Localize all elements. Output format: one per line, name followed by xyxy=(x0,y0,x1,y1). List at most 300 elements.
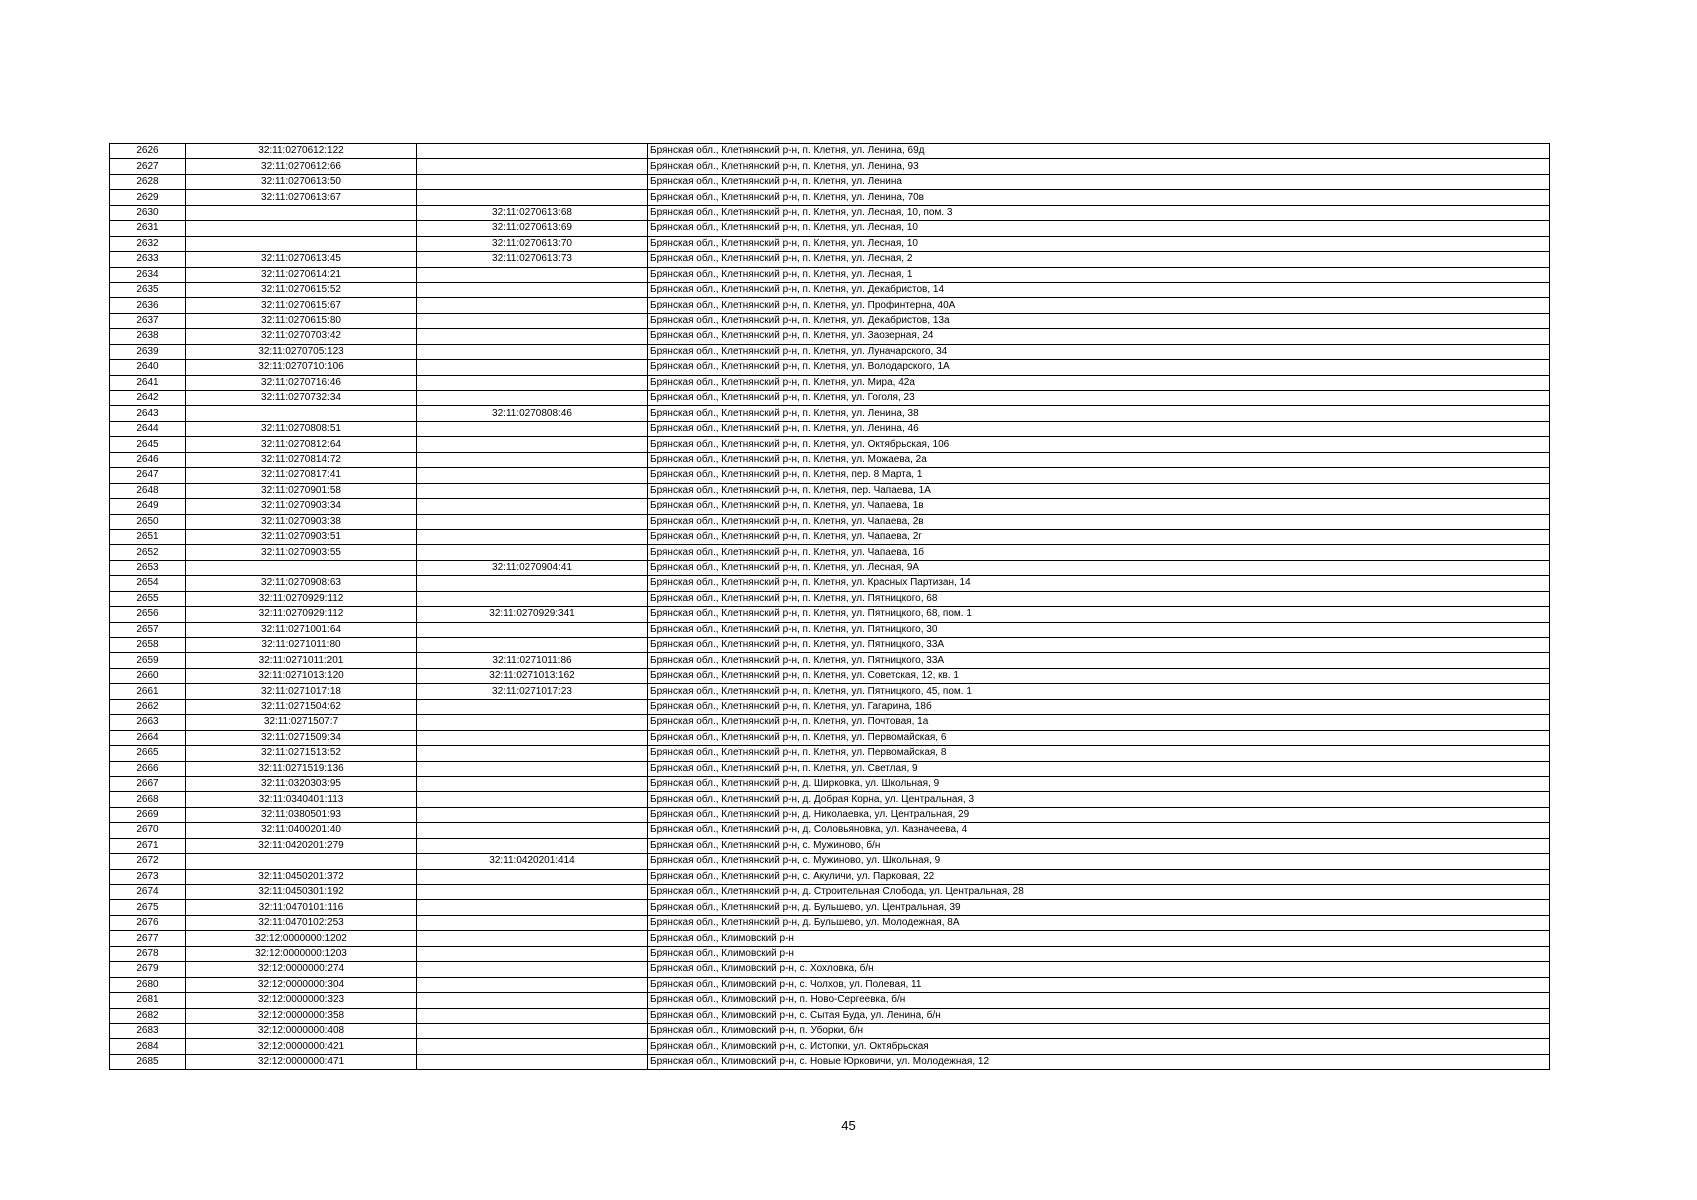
building-number-cell xyxy=(417,313,648,328)
address-cell: Брянская обл., Клетнянский р-н, п. Клетня, ул. Гоголя, 23 xyxy=(648,391,1550,406)
address-cell: Брянская обл., Клетнянский р-н, п. Клетня, ул. Пятницкого, 68, пом. 1 xyxy=(648,607,1550,622)
address-cell: Брянская обл., Клетнянский р-н, п. Клетня, ул. Ленина xyxy=(648,174,1550,189)
row-number-cell: 2673 xyxy=(110,869,186,884)
building-number-cell xyxy=(417,267,648,282)
building-number-cell xyxy=(417,823,648,838)
cadastral-number-cell: 32:11:0271507:7 xyxy=(186,715,417,730)
row-number-cell: 2651 xyxy=(110,529,186,544)
cadastral-number-cell: 32:11:0270612:66 xyxy=(186,159,417,174)
cadastral-number-cell: 32:11:0320303:95 xyxy=(186,776,417,791)
address-cell: Брянская обл., Клетнянский р-н, п. Клетня, ул. Советская, 12, кв. 1 xyxy=(648,668,1550,683)
address-cell: Брянская обл., Клетнянский р-н, п. Клетня, ул. Луначарского, 34 xyxy=(648,344,1550,359)
table-row xyxy=(110,252,1550,267)
cadastral-number-cell: 32:11:0271509:34 xyxy=(186,730,417,745)
address-cell: Брянская обл., Клетнянский р-н, п. Клетня, ул. Пятницкого, 45, пом. 1 xyxy=(648,684,1550,699)
cadastral-number-cell: 32:11:0270929:112 xyxy=(186,607,417,622)
property-table xyxy=(109,143,1550,1070)
building-number-cell xyxy=(417,1054,648,1069)
cadastral-number-cell: 32:11:0271513:52 xyxy=(186,746,417,761)
address-cell: Брянская обл., Клетнянский р-н, п. Клетня, ул. Пятницкого, 68 xyxy=(648,591,1550,606)
building-number-cell xyxy=(417,190,648,205)
building-number-cell xyxy=(417,375,648,390)
building-number-cell xyxy=(417,622,648,637)
cadastral-number-cell: 32:11:0270716:46 xyxy=(186,375,417,390)
row-number-cell: 2682 xyxy=(110,1008,186,1023)
row-number-cell: 2650 xyxy=(110,514,186,529)
table-row xyxy=(110,823,1550,838)
table-row xyxy=(110,406,1550,421)
cadastral-number-cell: 32:11:0270908:63 xyxy=(186,576,417,591)
address-cell: Брянская обл., Клетнянский р-н, п. Клетня, ул. Чапаева, 2в xyxy=(648,514,1550,529)
address-cell: Брянская обл., Клетнянский р-н, д. Соловьяновка, ул. Казначеева, 4 xyxy=(648,823,1550,838)
cadastral-number-cell: 32:11:0271011:201 xyxy=(186,653,417,668)
row-number-cell: 2656 xyxy=(110,607,186,622)
building-number-cell xyxy=(417,344,648,359)
address-cell: Брянская обл., Клетнянский р-н, п. Клетня, ул. Профинтерна, 40А xyxy=(648,298,1550,313)
cadastral-number-cell: 32:11:0420201:279 xyxy=(186,838,417,853)
table-row xyxy=(110,977,1550,992)
row-number-cell: 2641 xyxy=(110,375,186,390)
table-row xyxy=(110,483,1550,498)
address-cell: Брянская обл., Клетнянский р-н, п. Клетня, ул. Пятницкого, 33А xyxy=(648,653,1550,668)
address-cell: Брянская обл., Клетнянский р-н, п. Клетня, ул. Ленина, 70в xyxy=(648,190,1550,205)
address-cell: Брянская обл., Клетнянский р-н, п. Клетня, ул. Декабристов, 13а xyxy=(648,313,1550,328)
cadastral-number-cell: 32:11:0270901:58 xyxy=(186,483,417,498)
building-number-cell xyxy=(417,529,648,544)
cadastral-number-cell: 32:11:0400201:40 xyxy=(186,823,417,838)
cadastral-number-cell: 32:11:0450301:192 xyxy=(186,885,417,900)
row-number-cell: 2664 xyxy=(110,730,186,745)
address-cell: Брянская обл., Клетнянский р-н, п. Клетня, ул. Мира, 42а xyxy=(648,375,1550,390)
cadastral-number-cell: 32:12:0000000:304 xyxy=(186,977,417,992)
cadastral-number-cell: 32:11:0270612:122 xyxy=(186,144,417,159)
building-number-cell xyxy=(417,1008,648,1023)
table-row xyxy=(110,622,1550,637)
building-number-cell xyxy=(417,869,648,884)
building-number-cell xyxy=(417,1039,648,1054)
table-row xyxy=(110,668,1550,683)
row-number-cell: 2669 xyxy=(110,807,186,822)
building-number-cell: 32:11:0270613:68 xyxy=(417,205,648,220)
table-row xyxy=(110,653,1550,668)
table-row xyxy=(110,159,1550,174)
building-number-cell xyxy=(417,174,648,189)
cadastral-number-cell: 32:11:0270613:45 xyxy=(186,252,417,267)
table-row xyxy=(110,360,1550,375)
building-number-cell xyxy=(417,900,648,915)
row-number-cell: 2637 xyxy=(110,313,186,328)
row-number-cell: 2663 xyxy=(110,715,186,730)
address-cell: Брянская обл., Климовский р-н, с. Сытая Буда, ул. Ленина, б/н xyxy=(648,1008,1550,1023)
cadastral-number-cell: 32:12:0000000:421 xyxy=(186,1039,417,1054)
building-number-cell xyxy=(417,545,648,560)
cadastral-number-cell: 32:11:0270615:52 xyxy=(186,282,417,297)
table-row xyxy=(110,499,1550,514)
table-row xyxy=(110,885,1550,900)
row-number-cell: 2642 xyxy=(110,391,186,406)
table-row xyxy=(110,560,1550,575)
address-cell: Брянская обл., Клетнянский р-н, п. Клетня, ул. Можаева, 2а xyxy=(648,452,1550,467)
table-row xyxy=(110,205,1550,220)
address-cell: Брянская обл., Клетнянский р-н, д. Бульшево, ул. Центральная, 39 xyxy=(648,900,1550,915)
building-number-cell: 32:11:0271011:86 xyxy=(417,653,648,668)
row-number-cell: 2662 xyxy=(110,699,186,714)
cadastral-number-cell: 32:11:0270613:50 xyxy=(186,174,417,189)
building-number-cell xyxy=(417,730,648,745)
building-number-cell: 32:11:0270808:46 xyxy=(417,406,648,421)
cadastral-number-cell: 32:12:0000000:358 xyxy=(186,1008,417,1023)
row-number-cell: 2679 xyxy=(110,962,186,977)
table-row xyxy=(110,962,1550,977)
row-number-cell: 2683 xyxy=(110,1023,186,1038)
cadastral-number-cell: 32:11:0271017:18 xyxy=(186,684,417,699)
table-row xyxy=(110,344,1550,359)
building-number-cell: 32:11:0270613:73 xyxy=(417,252,648,267)
row-number-cell: 2658 xyxy=(110,638,186,653)
row-number-cell: 2674 xyxy=(110,885,186,900)
row-number-cell: 2655 xyxy=(110,591,186,606)
row-number-cell: 2626 xyxy=(110,144,186,159)
table-row xyxy=(110,329,1550,344)
row-number-cell: 2636 xyxy=(110,298,186,313)
building-number-cell xyxy=(417,452,648,467)
row-number-cell: 2638 xyxy=(110,329,186,344)
table-row xyxy=(110,638,1550,653)
cadastral-number-cell: 32:11:0271519:136 xyxy=(186,761,417,776)
building-number-cell: 32:11:0271013:162 xyxy=(417,668,648,683)
cadastral-number-cell: 32:11:0270903:34 xyxy=(186,499,417,514)
row-number-cell: 2672 xyxy=(110,854,186,869)
row-number-cell: 2635 xyxy=(110,282,186,297)
table-row xyxy=(110,776,1550,791)
building-number-cell xyxy=(417,838,648,853)
building-number-cell xyxy=(417,776,648,791)
cadastral-number-cell: 32:11:0270817:41 xyxy=(186,468,417,483)
row-number-cell: 2685 xyxy=(110,1054,186,1069)
row-number-cell: 2661 xyxy=(110,684,186,699)
address-cell: Брянская обл., Клетнянский р-н, с. Акуличи, ул. Парковая, 22 xyxy=(648,869,1550,884)
address-cell: Брянская обл., Клетнянский р-н, п. Клетня, ул. Ленина, 69д xyxy=(648,144,1550,159)
address-cell: Брянская обл., Клетнянский р-н, п. Клетня, ул. Первомайская, 6 xyxy=(648,730,1550,745)
table-row xyxy=(110,838,1550,853)
table-row xyxy=(110,174,1550,189)
table-row xyxy=(110,854,1550,869)
row-number-cell: 2627 xyxy=(110,159,186,174)
row-number-cell: 2640 xyxy=(110,360,186,375)
table-row xyxy=(110,746,1550,761)
building-number-cell xyxy=(417,962,648,977)
row-number-cell: 2665 xyxy=(110,746,186,761)
cadastral-number-cell: 32:11:0271001:64 xyxy=(186,622,417,637)
table-row xyxy=(110,375,1550,390)
table-row xyxy=(110,1039,1550,1054)
building-number-cell xyxy=(417,977,648,992)
table-row xyxy=(110,792,1550,807)
address-cell: Брянская обл., Клетнянский р-н, с. Мужиново, б/н xyxy=(648,838,1550,853)
address-cell: Брянская обл., Клетнянский р-н, п. Клетня, ул. Лесная, 2 xyxy=(648,252,1550,267)
row-number-cell: 2654 xyxy=(110,576,186,591)
cadastral-number-cell: 32:11:0270903:51 xyxy=(186,529,417,544)
cadastral-number-cell: 32:12:0000000:323 xyxy=(186,993,417,1008)
address-cell: Брянская обл., Клетнянский р-н, п. Клетня, ул. Красных Партизан, 14 xyxy=(648,576,1550,591)
cadastral-number-cell: 32:11:0271011:80 xyxy=(186,638,417,653)
building-number-cell xyxy=(417,421,648,436)
table-row xyxy=(110,391,1550,406)
table-row xyxy=(110,591,1550,606)
address-cell: Брянская обл., Клетнянский р-н, п. Клетня, ул. Октябрьская, 106 xyxy=(648,437,1550,452)
cadastral-number-cell: 32:11:0470101:116 xyxy=(186,900,417,915)
cadastral-number-cell: 32:11:0270903:38 xyxy=(186,514,417,529)
table-row xyxy=(110,1054,1550,1069)
cadastral-number-cell: 32:11:0271504:62 xyxy=(186,699,417,714)
cadastral-number-cell: 32:11:0270703:42 xyxy=(186,329,417,344)
building-number-cell xyxy=(417,699,648,714)
building-number-cell xyxy=(417,391,648,406)
cadastral-number-cell: 32:11:0380501:93 xyxy=(186,807,417,822)
cadastral-number-cell xyxy=(186,221,417,236)
cadastral-number-cell: 32:11:0470102:253 xyxy=(186,915,417,930)
building-number-cell xyxy=(417,638,648,653)
table-row xyxy=(110,730,1550,745)
table-row xyxy=(110,545,1550,560)
address-cell: Брянская обл., Клетнянский р-н, с. Мужиново, ул. Школьная, 9 xyxy=(648,854,1550,869)
table-row xyxy=(110,452,1550,467)
address-cell: Брянская обл., Климовский р-н, с. Новые Юрковичи, ул. Молодежная, 12 xyxy=(648,1054,1550,1069)
address-cell: Брянская обл., Клетнянский р-н, п. Клетня, ул. Чапаева, 1б xyxy=(648,545,1550,560)
cadastral-number-cell: 32:12:0000000:408 xyxy=(186,1023,417,1038)
address-cell: Брянская обл., Клетнянский р-н, п. Клетня, ул. Заозерная, 24 xyxy=(648,329,1550,344)
row-number-cell: 2657 xyxy=(110,622,186,637)
address-cell: Брянская обл., Клетнянский р-н, п. Клетня, ул. Ленина, 46 xyxy=(648,421,1550,436)
address-cell: Брянская обл., Клетнянский р-н, п. Клетня, ул. Ленина, 38 xyxy=(648,406,1550,421)
table-row xyxy=(110,514,1550,529)
cadastral-number-cell xyxy=(186,406,417,421)
address-cell: Брянская обл., Клетнянский р-н, п. Клетня, пер. 8 Марта, 1 xyxy=(648,468,1550,483)
building-number-cell: 32:11:0270613:69 xyxy=(417,221,648,236)
address-cell: Брянская обл., Клетнянский р-н, д. Бульшево, ул. Молодежная, 8А xyxy=(648,915,1550,930)
row-number-cell: 2668 xyxy=(110,792,186,807)
address-cell: Брянская обл., Клетнянский р-н, д. Николаевка, ул. Центральная, 29 xyxy=(648,807,1550,822)
building-number-cell xyxy=(417,329,648,344)
row-number-cell: 2653 xyxy=(110,560,186,575)
table-row xyxy=(110,993,1550,1008)
address-cell: Брянская обл., Клетнянский р-н, п. Клетня, ул. Почтовая, 1а xyxy=(648,715,1550,730)
address-cell: Брянская обл., Клетнянский р-н, п. Клетня, ул. Володарского, 1А xyxy=(648,360,1550,375)
address-cell: Брянская обл., Клетнянский р-н, п. Клетня, ул. Пятницкого, 30 xyxy=(648,622,1550,637)
row-number-cell: 2643 xyxy=(110,406,186,421)
building-number-cell xyxy=(417,746,648,761)
building-number-cell xyxy=(417,807,648,822)
row-number-cell: 2667 xyxy=(110,776,186,791)
table-row xyxy=(110,298,1550,313)
address-cell: Брянская обл., Климовский р-н, п. Уборки, б/н xyxy=(648,1023,1550,1038)
address-cell: Брянская обл., Климовский р-н, с. Истопки, ул. Октябрьская xyxy=(648,1039,1550,1054)
cadastral-number-cell: 32:11:0270732:34 xyxy=(186,391,417,406)
address-cell: Брянская обл., Клетнянский р-н, п. Клетня, ул. Ленина, 93 xyxy=(648,159,1550,174)
row-number-cell: 2648 xyxy=(110,483,186,498)
address-cell: Брянская обл., Климовский р-н, п. Ново-Сергеевка, б/н xyxy=(648,993,1550,1008)
row-number-cell: 2633 xyxy=(110,252,186,267)
building-number-cell xyxy=(417,761,648,776)
cadastral-number-cell: 32:11:0270808:51 xyxy=(186,421,417,436)
cadastral-number-cell: 32:11:0270710:106 xyxy=(186,360,417,375)
table-body xyxy=(110,144,1550,1070)
table-row xyxy=(110,236,1550,251)
table-row xyxy=(110,576,1550,591)
row-number-cell: 2647 xyxy=(110,468,186,483)
cadastral-number-cell: 32:11:0450201:372 xyxy=(186,869,417,884)
cadastral-number-cell: 32:11:0270615:67 xyxy=(186,298,417,313)
building-number-cell xyxy=(417,159,648,174)
cadastral-number-cell: 32:12:0000000:274 xyxy=(186,962,417,977)
building-number-cell xyxy=(417,499,648,514)
cadastral-number-cell: 32:12:0000000:1203 xyxy=(186,946,417,961)
building-number-cell xyxy=(417,993,648,1008)
building-number-cell: 32:11:0271017:23 xyxy=(417,684,648,699)
building-number-cell xyxy=(417,483,648,498)
row-number-cell: 2675 xyxy=(110,900,186,915)
address-cell: Брянская обл., Климовский р-н xyxy=(648,931,1550,946)
table-row xyxy=(110,1008,1550,1023)
table-row xyxy=(110,313,1550,328)
row-number-cell: 2644 xyxy=(110,421,186,436)
row-number-cell: 2670 xyxy=(110,823,186,838)
building-number-cell xyxy=(417,931,648,946)
row-number-cell: 2676 xyxy=(110,915,186,930)
building-number-cell xyxy=(417,792,648,807)
building-number-cell xyxy=(417,468,648,483)
row-number-cell: 2671 xyxy=(110,838,186,853)
table-row xyxy=(110,761,1550,776)
cadastral-number-cell: 32:11:0270705:123 xyxy=(186,344,417,359)
address-cell: Брянская обл., Клетнянский р-н, п. Клетня, ул. Чапаева, 1в xyxy=(648,499,1550,514)
row-number-cell: 2659 xyxy=(110,653,186,668)
address-cell: Брянская обл., Клетнянский р-н, д. Строительная Слобода, ул. Центральная, 28 xyxy=(648,885,1550,900)
building-number-cell xyxy=(417,591,648,606)
cadastral-number-cell xyxy=(186,560,417,575)
cadastral-number-cell: 32:11:0271013:120 xyxy=(186,668,417,683)
table-row xyxy=(110,946,1550,961)
table-row xyxy=(110,221,1550,236)
table-row xyxy=(110,267,1550,282)
building-number-cell: 32:11:0270613:70 xyxy=(417,236,648,251)
table-row xyxy=(110,190,1550,205)
building-number-cell xyxy=(417,915,648,930)
cadastral-number-cell xyxy=(186,236,417,251)
cadastral-number-cell: 32:11:0270903:55 xyxy=(186,545,417,560)
address-cell: Брянская обл., Клетнянский р-н, п. Клетня, ул. Чапаева, 2г xyxy=(648,529,1550,544)
table-row xyxy=(110,144,1550,159)
address-cell: Брянская обл., Климовский р-н xyxy=(648,946,1550,961)
table-row xyxy=(110,931,1550,946)
table-row xyxy=(110,529,1550,544)
row-number-cell: 2629 xyxy=(110,190,186,205)
row-number-cell: 2677 xyxy=(110,931,186,946)
building-number-cell: 32:11:0270904:41 xyxy=(417,560,648,575)
row-number-cell: 2632 xyxy=(110,236,186,251)
address-cell: Брянская обл., Клетнянский р-н, п. Клетня, ул. Лесная, 10 xyxy=(648,221,1550,236)
row-number-cell: 2630 xyxy=(110,205,186,220)
table-row xyxy=(110,1023,1550,1038)
cadastral-number-cell: 32:11:0270929:112 xyxy=(186,591,417,606)
table-row xyxy=(110,807,1550,822)
building-number-cell xyxy=(417,282,648,297)
row-number-cell: 2684 xyxy=(110,1039,186,1054)
row-number-cell: 2660 xyxy=(110,668,186,683)
table-row xyxy=(110,437,1550,452)
row-number-cell: 2681 xyxy=(110,993,186,1008)
building-number-cell xyxy=(417,144,648,159)
address-cell: Брянская обл., Клетнянский р-н, д. Добрая Корна, ул. Центральная, 3 xyxy=(648,792,1550,807)
building-number-cell xyxy=(417,437,648,452)
address-cell: Брянская обл., Клетнянский р-н, п. Клетня, ул. Пятницкого, 33А xyxy=(648,638,1550,653)
cadastral-number-cell: 32:11:0270814:72 xyxy=(186,452,417,467)
page-number: 45 xyxy=(841,1118,856,1133)
cadastral-number-cell xyxy=(186,854,417,869)
row-number-cell: 2652 xyxy=(110,545,186,560)
table-row xyxy=(110,900,1550,915)
cadastral-number-cell: 32:11:0270614:21 xyxy=(186,267,417,282)
row-number-cell: 2649 xyxy=(110,499,186,514)
address-cell: Брянская обл., Клетнянский р-н, п. Клетня, ул. Гагарина, 18б xyxy=(648,699,1550,714)
table-row xyxy=(110,468,1550,483)
table-row xyxy=(110,869,1550,884)
building-number-cell xyxy=(417,576,648,591)
address-cell: Брянская обл., Клетнянский р-н, п. Клетня, пер. Чапаева, 1А xyxy=(648,483,1550,498)
building-number-cell xyxy=(417,715,648,730)
table-row xyxy=(110,282,1550,297)
address-cell: Брянская обл., Клетнянский р-н, п. Клетня, ул. Светлая, 9 xyxy=(648,761,1550,776)
address-cell: Брянская обл., Клетнянский р-н, п. Клетня, ул. Лесная, 1 xyxy=(648,267,1550,282)
building-number-cell xyxy=(417,885,648,900)
table-row xyxy=(110,715,1550,730)
table-row xyxy=(110,684,1550,699)
address-cell: Брянская обл., Клетнянский р-н, п. Клетня, ул. Лесная, 10, пом. 3 xyxy=(648,205,1550,220)
cadastral-number-cell: 32:11:0340401:113 xyxy=(186,792,417,807)
building-number-cell: 32:11:0270929:341 xyxy=(417,607,648,622)
row-number-cell: 2646 xyxy=(110,452,186,467)
cadastral-number-cell: 32:11:0270615:80 xyxy=(186,313,417,328)
row-number-cell: 2678 xyxy=(110,946,186,961)
address-cell: Брянская обл., Климовский р-н, с. Хохловка, б/н xyxy=(648,962,1550,977)
address-cell: Брянская обл., Клетнянский р-н, п. Клетня, ул. Лесная, 9А xyxy=(648,560,1550,575)
row-number-cell: 2639 xyxy=(110,344,186,359)
building-number-cell xyxy=(417,298,648,313)
row-number-cell: 2634 xyxy=(110,267,186,282)
address-cell: Брянская обл., Клетнянский р-н, п. Клетня, ул. Декабристов, 14 xyxy=(648,282,1550,297)
address-cell: Брянская обл., Клетнянский р-н, п. Клетня, ул. Лесная, 10 xyxy=(648,236,1550,251)
row-number-cell: 2666 xyxy=(110,761,186,776)
building-number-cell xyxy=(417,946,648,961)
building-number-cell xyxy=(417,360,648,375)
row-number-cell: 2631 xyxy=(110,221,186,236)
address-cell: Брянская обл., Клетнянский р-н, д. Ширковка, ул. Школьная, 9 xyxy=(648,776,1550,791)
address-cell: Брянская обл., Климовский р-н, с. Чолхов, ул. Полевая, 11 xyxy=(648,977,1550,992)
building-number-cell xyxy=(417,1023,648,1038)
cadastral-number-cell: 32:12:0000000:1202 xyxy=(186,931,417,946)
building-number-cell xyxy=(417,514,648,529)
cadastral-number-cell: 32:11:0270812:64 xyxy=(186,437,417,452)
table-row xyxy=(110,421,1550,436)
building-number-cell: 32:11:0420201:414 xyxy=(417,854,648,869)
cadastral-number-cell xyxy=(186,205,417,220)
cadastral-number-cell: 32:11:0270613:67 xyxy=(186,190,417,205)
row-number-cell: 2680 xyxy=(110,977,186,992)
table-row xyxy=(110,699,1550,714)
table-row xyxy=(110,915,1550,930)
table-row xyxy=(110,607,1550,622)
address-cell: Брянская обл., Клетнянский р-н, п. Клетня, ул. Первомайская, 8 xyxy=(648,746,1550,761)
